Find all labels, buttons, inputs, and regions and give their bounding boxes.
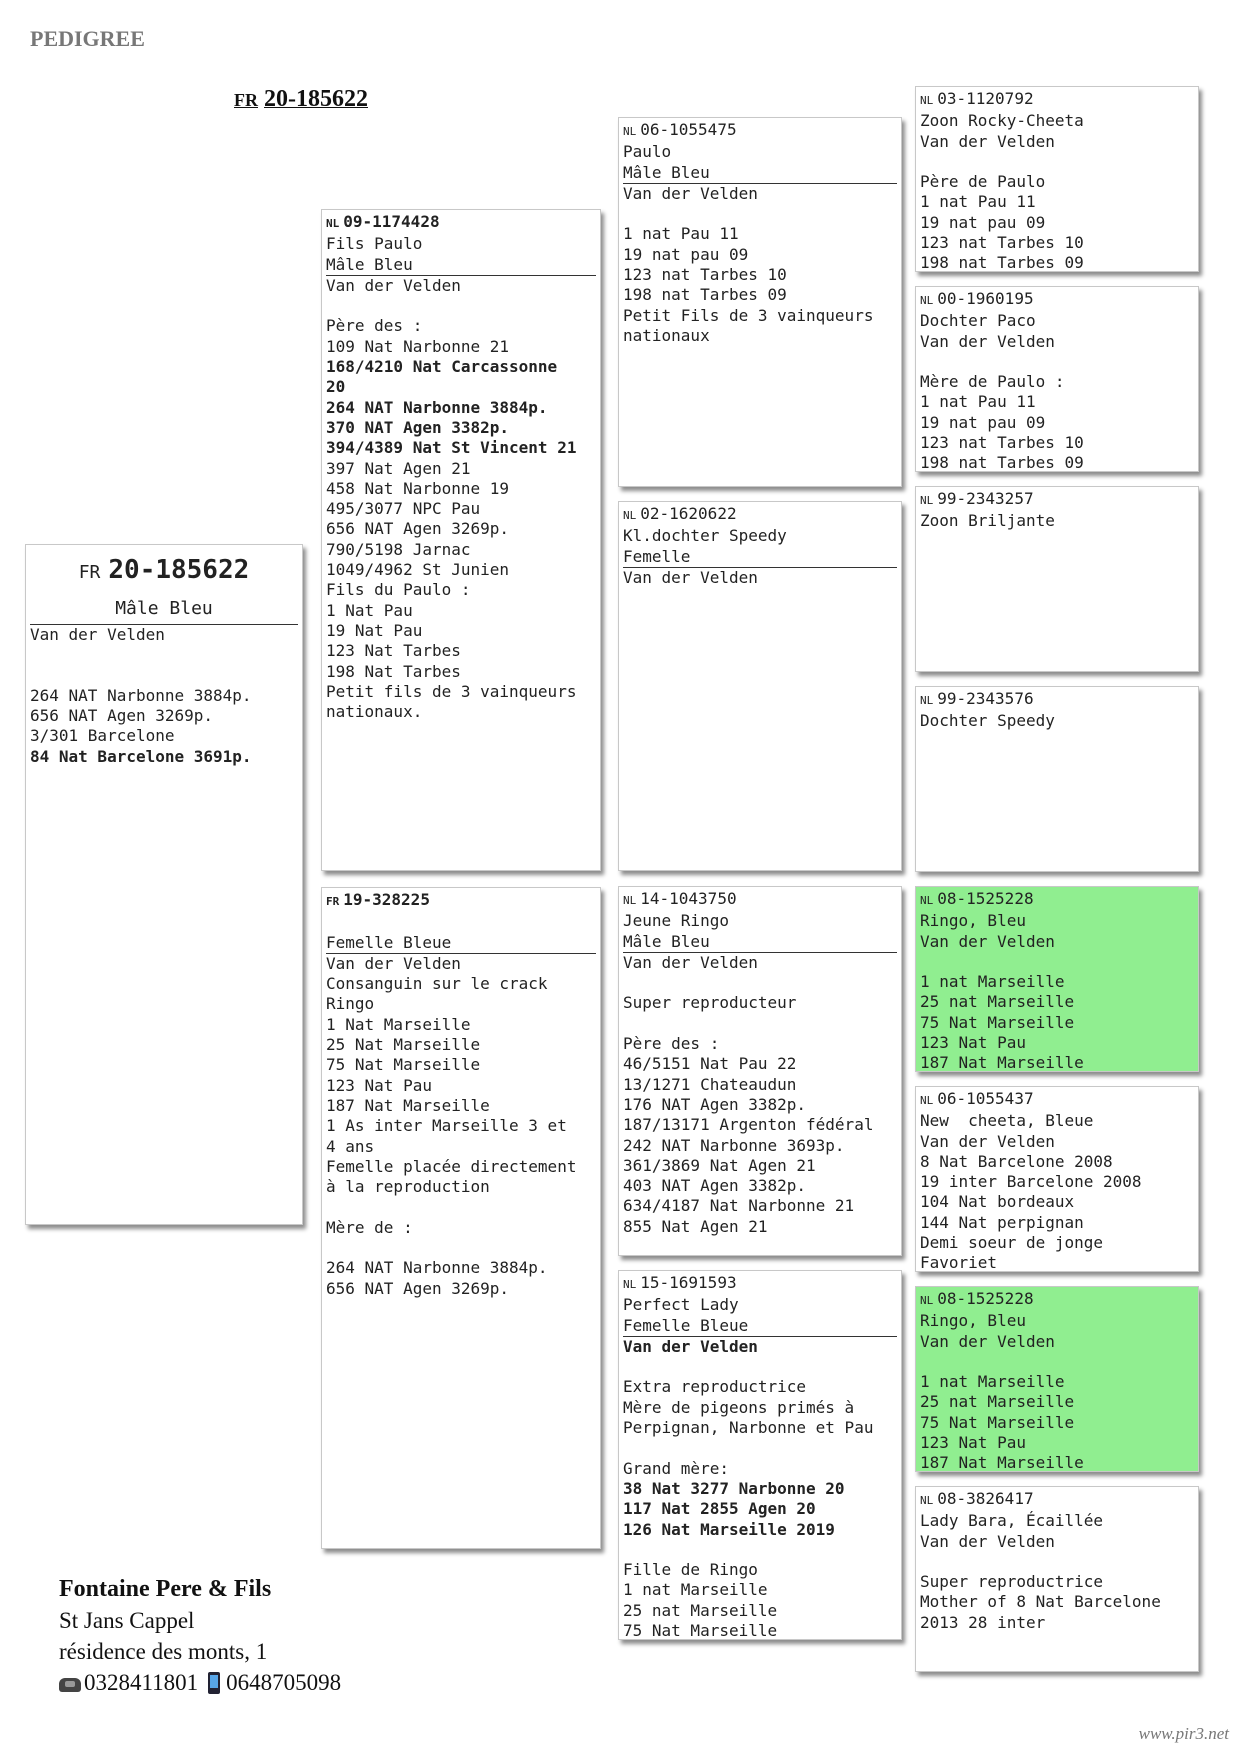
note-line <box>326 296 596 316</box>
note-line: Favoriet <box>920 1253 998 1272</box>
country-code: NL <box>920 94 934 107</box>
breeder: Van der Velden <box>623 952 758 972</box>
ggp-card-4 <box>915 686 1199 872</box>
country-code: NL <box>623 125 637 138</box>
owner-phone: 0328411801 <box>84 1670 199 1695</box>
note-line: 1 nat Pau 11 <box>623 224 739 244</box>
ring-value: 06-1055475 <box>640 120 737 139</box>
note-line: 117 Nat 2855 Agen 20 <box>623 1499 816 1519</box>
ring-value: 03-1120792 <box>937 89 1034 108</box>
ring-number <box>326 890 596 912</box>
note-line: Père de Paulo <box>920 172 1046 192</box>
country-code: NL <box>623 1278 637 1291</box>
note-line: 46/5151 Nat Pau 22 <box>623 1054 797 1074</box>
note-line: 1049/4962 St Junien <box>326 560 510 580</box>
note-line: 25 nat Marseille <box>623 1600 778 1620</box>
pigeon-sex: Mâle Bleu <box>623 163 897 184</box>
note-line: 19 inter Barcelone 2008 <box>920 1172 1142 1192</box>
note-line: 1 As inter Marseille 3 et <box>326 1116 567 1136</box>
breeder: Van der Velden <box>623 1336 758 1356</box>
ring-value: 19-328225 <box>343 890 430 909</box>
country-code: NL <box>326 217 340 230</box>
note-line: Consanguin sur le crack <box>326 974 548 994</box>
owner-name: Fontaine Pere & Fils <box>59 1576 272 1602</box>
ring-value: 14-1043750 <box>640 889 737 908</box>
note-line: 75 Nat Marseille <box>623 1621 778 1640</box>
note-line: 656 NAT Agen 3269p. <box>30 706 214 726</box>
note-line: Ringo, Bleu <box>920 911 1026 931</box>
note-line: 168/4210 Nat Carcassonne <box>326 357 558 377</box>
note-line: 75 Nat Marseille <box>326 1055 481 1075</box>
note-line: 13/1271 Chateaudun <box>623 1074 797 1094</box>
ggp-card-1 <box>915 86 1199 272</box>
note-line: 123 Nat Pau <box>920 1033 1026 1053</box>
note-line: 198 nat Tarbes 09 <box>623 285 787 305</box>
ring-number <box>920 1489 1194 1511</box>
pigeon-sex: Mâle Bleu <box>326 255 596 276</box>
note-line: 397 Nat Agen 21 <box>326 458 471 478</box>
note-line: 187/13171 Argenton fédéral <box>623 1115 874 1135</box>
note-line: 198 Nat Tarbes <box>326 661 461 681</box>
note-line: 264 NAT Narbonne 3884p. <box>30 685 252 705</box>
note-line: à la reproduction <box>326 1177 490 1197</box>
watermark: www.pir3.net <box>1138 1724 1229 1743</box>
note-line: 123 Nat Pau <box>920 1433 1026 1453</box>
note-line: Femelle placée directement <box>326 1156 577 1176</box>
note-line: 187 Nat Marseille <box>920 1053 1084 1072</box>
note-line: 656 NAT Agen 3269p. <box>326 519 510 539</box>
note-line: 2013 28 inter <box>920 1612 1046 1632</box>
note-line: Père des : <box>623 1034 720 1054</box>
note-line: Van der Velden <box>920 931 1055 951</box>
pigeon-name: Paulo <box>623 142 672 162</box>
note-line: Van der Velden <box>920 331 1055 351</box>
note-line: Ringo, Bleu <box>920 1311 1026 1331</box>
note-line: 19 nat pau 09 <box>920 412 1046 432</box>
note-line: Demi soeur de jonge <box>920 1233 1104 1253</box>
note-line: Petit Fils de 3 vainqueurs <box>623 305 874 325</box>
note-line: 458 Nat Narbonne 19 <box>326 478 510 498</box>
note-line <box>623 1540 897 1560</box>
ring-value: 15-1691593 <box>640 1273 737 1292</box>
note-line: Mère de Paulo : <box>920 372 1065 392</box>
note-line: Van der Velden <box>920 1531 1055 1551</box>
note-line: Van der Velden <box>920 1331 1055 1351</box>
note-line: 403 NAT Agen 3382p. <box>623 1176 807 1196</box>
note-line: Dochter Speedy <box>920 711 1055 731</box>
note-line: nationaux <box>623 325 710 345</box>
note-line: Super reproductrice <box>920 1572 1104 1592</box>
breeder: Van der Velden <box>623 567 758 587</box>
ring-value: 02-1620622 <box>640 504 737 523</box>
note-line: 656 NAT Agen 3269p. <box>326 1278 510 1298</box>
ggp-card-6 <box>915 1086 1199 1272</box>
owner-city: St Jans Cappel <box>59 1608 195 1633</box>
ggp-card-7 <box>915 1286 1199 1472</box>
ring-number <box>920 1289 1194 1311</box>
sire-dam-card <box>618 501 902 871</box>
note-line <box>623 1014 897 1034</box>
pigeon-sex: Femelle Bleue <box>623 1316 897 1337</box>
header-ring-value: 20-185622 <box>264 86 368 112</box>
note-line: Fils du Paulo : <box>326 580 471 600</box>
ring-number <box>920 889 1194 911</box>
breeder: Van der Velden <box>326 953 461 973</box>
ggp-card-8 <box>915 1486 1199 1672</box>
note-line <box>326 1197 596 1217</box>
note-line: 4 ans <box>326 1136 375 1156</box>
note-line: Mère de : <box>326 1217 413 1237</box>
note-line: 84 Nat Barcelone 3691p. <box>30 746 252 766</box>
country-code: NL <box>920 494 934 507</box>
owner-phones <box>59 1667 341 1698</box>
note-line: 1 nat Marseille <box>920 1372 1065 1392</box>
note-line: 123 nat Tarbes 10 <box>920 233 1084 253</box>
note-line: Père des : <box>326 316 423 336</box>
pigeon-name: Kl.dochter Speedy <box>623 526 787 546</box>
note-line: 25 Nat Marseille <box>326 1035 481 1055</box>
note-line: Mère de pigeons primés à <box>623 1397 855 1417</box>
note-line: Mother of 8 Nat Barcelone <box>920 1592 1161 1612</box>
ring-number <box>920 1089 1194 1111</box>
subject-notes <box>30 645 298 767</box>
note-line: Van der Velden <box>920 131 1055 151</box>
note-line: 1 Nat Pau <box>326 600 413 620</box>
note-line: 1 nat Marseille <box>920 972 1065 992</box>
note-line: 1 Nat Marseille <box>326 1014 471 1034</box>
ring-number <box>920 489 1194 511</box>
note-line: nationaux. <box>326 702 423 722</box>
note-line: 242 NAT Narbonne 3693p. <box>623 1135 845 1155</box>
owner-address: résidence des monts, 1 <box>59 1639 268 1664</box>
note-line: 187 Nat Marseille <box>326 1095 490 1115</box>
ring-value: 08-1525228 <box>937 889 1034 908</box>
breeder: Van der Velden <box>326 275 461 295</box>
note-line: 790/5198 Jarnac <box>326 539 471 559</box>
note-line <box>30 666 298 686</box>
page-title: PEDIGREE <box>30 26 145 51</box>
ring-number <box>920 89 1194 111</box>
header-country-code: FR <box>234 90 258 110</box>
note-line <box>920 1352 1194 1372</box>
note-line: 123 Nat Tarbes <box>326 641 461 661</box>
note-line: 19 nat pau 09 <box>623 244 749 264</box>
note-line: 361/3869 Nat Agen 21 <box>623 1155 816 1175</box>
note-line: Zoon Rocky-Cheeta <box>920 111 1084 131</box>
pigeon-sex: Mâle Bleu <box>623 932 897 953</box>
note-line: 25 nat Marseille <box>920 1392 1075 1412</box>
pigeon-name: Jeune Ringo <box>623 911 729 931</box>
country-code: NL <box>920 294 934 307</box>
ring-value: 99-2343576 <box>937 689 1034 708</box>
ring-value: 99-2343257 <box>937 489 1034 508</box>
note-line: 20 <box>326 377 346 397</box>
telephone-icon <box>59 1678 81 1692</box>
owner-mobile: 0648705098 <box>226 1670 342 1695</box>
ring-value: 00-1960195 <box>937 289 1034 308</box>
note-line <box>30 645 298 665</box>
note-line: 1 nat Pau 11 <box>920 392 1036 412</box>
note-line: 394/4389 Nat St Vincent 21 <box>326 438 577 458</box>
header-ring-number <box>234 86 368 113</box>
country-code: NL <box>623 894 637 907</box>
note-line: Van der Velden <box>920 1131 1055 1151</box>
note-line <box>623 1438 897 1458</box>
ring-number <box>326 212 596 234</box>
subject-country-code: FR <box>78 562 101 583</box>
country-code: NL <box>920 694 934 707</box>
dam-card <box>321 887 601 1549</box>
note-line: Super reproducteur <box>623 993 797 1013</box>
country-code: FR <box>326 895 340 908</box>
ring-number <box>623 504 897 526</box>
dam-sire-card <box>618 886 902 1256</box>
subject-sex: Mâle Bleu <box>115 598 213 619</box>
breeder: Van der Velden <box>623 183 758 203</box>
note-line: 3/301 Barcelone <box>30 726 175 746</box>
ggp-card-5 <box>915 886 1199 1072</box>
note-line: 176 NAT Agen 3382p. <box>623 1094 807 1114</box>
note-line: 38 Nat 3277 Narbonne 20 <box>623 1478 845 1498</box>
note-line <box>920 152 1194 172</box>
dam-dam-card <box>618 1270 902 1640</box>
note-line: 8 Nat Barcelone 2008 <box>920 1151 1113 1171</box>
note-line: 25 nat Marseille <box>920 992 1075 1012</box>
note-line: 19 nat pau 09 <box>920 212 1046 232</box>
note-line <box>623 973 897 993</box>
note-line: 198 nat Tarbes 09 <box>920 453 1084 472</box>
mobile-phone-icon <box>208 1672 220 1694</box>
owner-block <box>59 1574 341 1698</box>
subject-header <box>30 553 298 625</box>
note-line: Dochter Paco <box>920 311 1036 331</box>
ggp-card-3 <box>915 486 1199 672</box>
ring-value: 08-1525228 <box>937 1289 1034 1308</box>
note-line <box>920 352 1194 372</box>
note-line: Ringo <box>326 994 375 1014</box>
note-line: Fille de Ringo <box>623 1560 758 1580</box>
note-line: 855 Nat Agen 21 <box>623 1216 768 1236</box>
ring-value: 08-3826417 <box>937 1489 1034 1508</box>
note-line: 1 nat Marseille <box>623 1580 768 1600</box>
note-line: Extra reproductrice <box>623 1377 807 1397</box>
country-code: NL <box>920 1294 934 1307</box>
sire-card <box>321 209 601 871</box>
subject-breeder: Van der Velden <box>30 625 165 644</box>
note-line: 104 Nat bordeaux <box>920 1192 1075 1212</box>
ring-number <box>920 689 1194 711</box>
ggp-card-2 <box>915 286 1199 472</box>
note-line: Petit fils de 3 vainqueurs <box>326 681 577 701</box>
note-line <box>326 1238 596 1258</box>
note-line <box>920 952 1194 972</box>
note-line: 264 NAT Narbonne 3884p. <box>326 397 548 417</box>
note-line: Zoon Briljante <box>920 511 1055 531</box>
ring-number <box>920 289 1194 311</box>
note-line: 75 Nat Marseille <box>920 1012 1075 1032</box>
note-line: 123 Nat Pau <box>326 1075 432 1095</box>
note-line: 495/3077 NPC Pau <box>326 499 481 519</box>
ring-number <box>623 1273 897 1295</box>
pigeon-sex: Femelle <box>623 547 897 568</box>
pigeon-name <box>326 912 596 932</box>
note-line: 19 Nat Pau <box>326 620 423 640</box>
note-line: New cheeta, Bleue <box>920 1111 1094 1131</box>
subject-ring-number <box>30 553 298 590</box>
note-line: Perpignan, Narbonne et Pau <box>623 1418 874 1438</box>
pigeon-sex: Femelle Bleue <box>326 933 596 954</box>
ring-value: 09-1174428 <box>343 212 440 231</box>
note-line: 370 NAT Agen 3382p. <box>326 417 510 437</box>
sire-sire-card <box>618 117 902 487</box>
country-code: NL <box>920 894 934 907</box>
note-line: 1 nat Pau 11 <box>920 192 1036 212</box>
ring-value: 06-1055437 <box>937 1089 1034 1108</box>
note-line: 109 Nat Narbonne 21 <box>326 336 510 356</box>
country-code: NL <box>920 1094 934 1107</box>
note-line: 126 Nat Marseille 2019 <box>623 1519 835 1539</box>
note-line: 264 NAT Narbonne 3884p. <box>326 1258 548 1278</box>
note-line: 144 Nat perpignan <box>920 1212 1084 1232</box>
ring-number <box>623 889 897 911</box>
country-code: NL <box>623 509 637 522</box>
note-line: 198 nat Tarbes 09 <box>920 253 1084 272</box>
note-line <box>920 1552 1194 1572</box>
pigeon-name: Fils Paulo <box>326 234 423 254</box>
subject-card <box>25 544 303 1225</box>
note-line: Grand mère: <box>623 1458 729 1478</box>
note-line <box>623 204 897 224</box>
note-line: 123 nat Tarbes 10 <box>623 265 787 285</box>
note-line: 187 Nat Marseille <box>920 1453 1084 1472</box>
note-line: Lady Bara, Écaillée <box>920 1511 1104 1531</box>
subject-ring-value: 20-185622 <box>108 555 250 585</box>
note-line: 634/4187 Nat Narbonne 21 <box>623 1196 855 1216</box>
pigeon-name: Perfect Lady <box>623 1295 739 1315</box>
country-code: NL <box>920 1494 934 1507</box>
note-line: 75 Nat Marseille <box>920 1412 1075 1432</box>
ring-number <box>623 120 897 142</box>
note-line <box>623 1357 897 1377</box>
note-line: 123 nat Tarbes 10 <box>920 433 1084 453</box>
